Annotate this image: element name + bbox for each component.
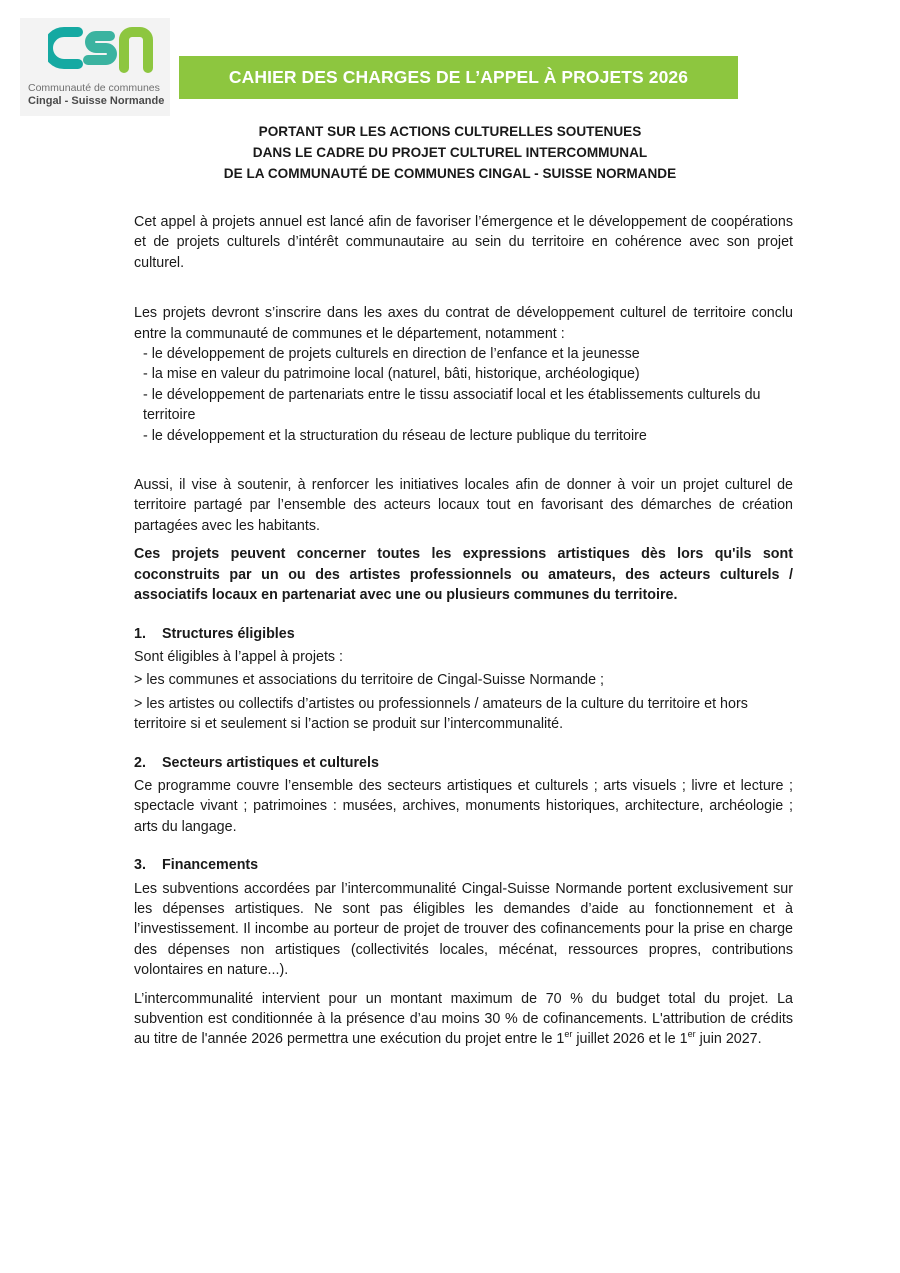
axis-item: - le développement de projets culturels en direction de l’enfance et la jeunesse	[143, 346, 640, 363]
section-title: Structures éligibles	[162, 625, 295, 642]
intro-paragraph-3: Aussi, il vise à soutenir, à renforcer les initiatives locales afin de donner à voir un projet culturel de territoire partagé par l’ensemble des acteurs locaux tout en favorisant des démarches de création partagées avec les habitants.	[134, 477, 793, 534]
intro-paragraph-2	[134, 303, 793, 446]
section-title: Financements	[162, 857, 259, 874]
logo-line-1: Communauté de communes	[28, 82, 160, 94]
section-heading-2	[134, 753, 793, 773]
subtitle-line-2: DANS LE CADRE DU PROJET CULTUREL INTERCOMMUNAL	[252, 145, 648, 160]
title-banner	[179, 56, 738, 99]
section-3-paragraph-2	[134, 989, 793, 1050]
intro-paragraph-bold: Ces projets peuvent concerner toutes les expressions artistiques dès lors qu'ils sont coconstruits par un ou des artistes professionnels ou amateurs, des acteurs culturels / associatifs locaux en partenariat avec une ou plusieurs communes du territoire.	[134, 546, 793, 604]
intro-paragraph-1: Cet appel à projets annuel est lancé afin de favoriser l’émergence et le développement de coopérations et de projets culturels d’intérêt communautaire au sein du territoire en cohérence avec son projet culturel.	[134, 214, 793, 271]
banner-title: CAHIER DES CHARGES DE L’APPEL À PROJETS 2026	[228, 67, 689, 87]
list-item: > les artistes ou collectifs d’artistes ou professionnels / amateurs de la culture du territoire et hors territoire si et seulement si l’action se produit sur l’intercommunalité.	[134, 695, 748, 733]
axes-lead: Les projets devront s’inscrire dans les axes du contrat de développement culturel de territoire conclu entre la communauté de communes et le département, notamment :	[134, 305, 793, 342]
axis-item: - le développement et la structuration du réseau de lecture publique du territoire	[143, 427, 647, 444]
section-3-paragraph-1: Les subventions accordées par l’intercommunalité Cingal-Suisse Normande portent exclusivement sur les dépenses artistiques. Ne sont pas éligibles les demandes d’aide au fonctionnement et à l’investissement. Il incombe au porteur de projet de trouver des cofinancements pour la prise en charge des dépenses non artistiques (collectivités locales, mécénat, ressources propres, contributions volontaires en nature...).	[134, 880, 793, 979]
section-number: 1.	[134, 625, 146, 642]
section-heading-3	[134, 855, 793, 875]
logo	[20, 18, 170, 116]
subtitle-line-3: DE LA COMMUNAUTÉ DE COMMUNES CINGAL - SUISSE NORMANDE	[223, 166, 677, 181]
section-number: 2.	[134, 754, 146, 771]
axis-item: - la mise en valeur du patrimoine local (naturel, bâti, historique, archéologique)	[143, 366, 640, 383]
logo-line-2: Cingal - Suisse Normande	[28, 95, 165, 107]
funding-text-b: juillet 2026 et le 1	[572, 1031, 688, 1048]
section-title: Secteurs artistiques et culturels	[162, 754, 379, 771]
section-2-text: Ce programme couvre l’ensemble des secteurs artistiques et culturels ; arts visuels ; livre et lecture ; spectacle vivant ; patrimoines : musées, archives, monuments historiques, architecture, archéologie ; arts du langage.	[134, 777, 793, 835]
document-body	[134, 212, 793, 1050]
section-1-lead: Sont éligibles à l’appel à projets :	[134, 648, 344, 665]
document-subtitle	[134, 121, 766, 184]
list-item: > les communes et associations du territoire de Cingal-Suisse Normande ;	[134, 672, 605, 689]
superscript: er	[564, 1029, 573, 1040]
section-number: 3.	[134, 857, 146, 874]
funding-text-a: L’intercommunalité intervient pour un montant maximum de 70 % du budget total du projet. La subvention est conditionnée à la présence d’au moins 30 % de cofinancements. L'attribution de crédits au titre de l'année 2026 permettra une exécution du projet entre le 1	[134, 990, 793, 1048]
section-heading-1	[134, 624, 793, 644]
funding-text-c: juin 2027.	[695, 1031, 762, 1048]
axis-item: - le développement de partenariats entre le tissu associatif local et les établissements culturels du territoire	[143, 386, 761, 424]
superscript: er	[687, 1029, 696, 1040]
subtitle-line-1: PORTANT SUR LES ACTIONS CULTURELLES SOUTENUES	[258, 124, 642, 139]
csn-logo-mark	[48, 24, 158, 76]
